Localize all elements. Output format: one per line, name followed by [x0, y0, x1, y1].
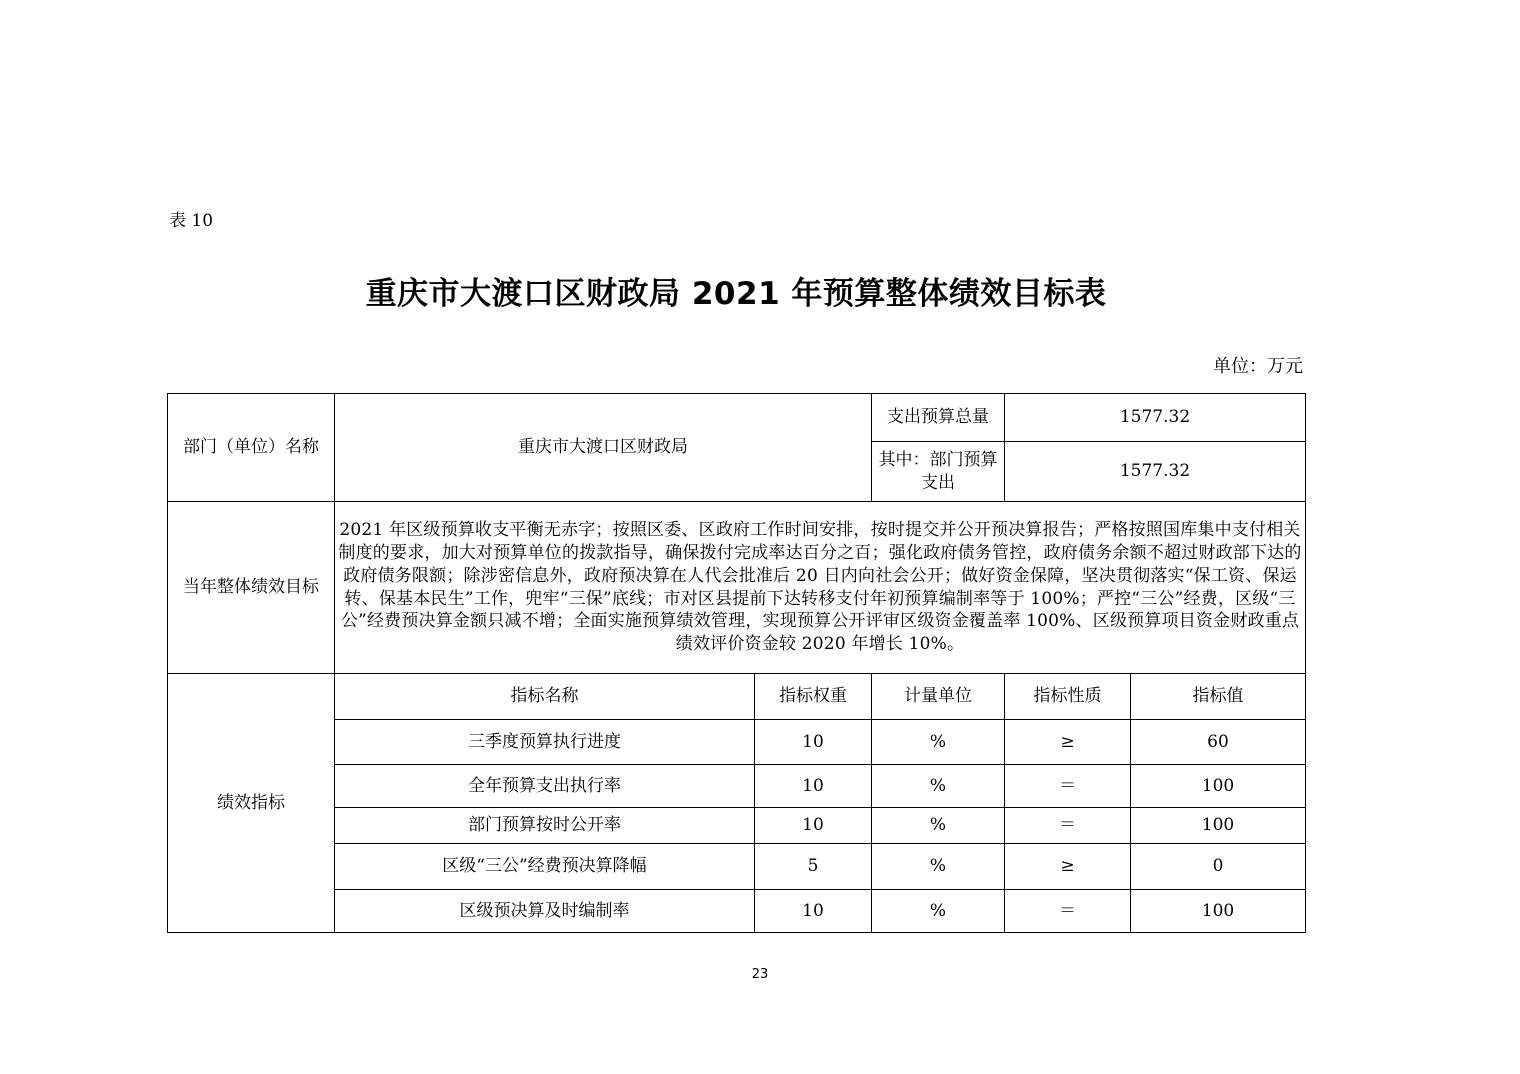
indicator-value: 0	[1131, 844, 1306, 890]
table-row	[168, 808, 1306, 844]
table-number: 表 10	[169, 211, 214, 231]
dept-name-label: 部门（单位）名称	[168, 394, 335, 502]
col-header-value: 指标值	[1131, 674, 1306, 720]
performance-goal-table	[167, 393, 1306, 933]
indicator-nature: ≥	[1005, 844, 1131, 890]
indicator-weight: 5	[755, 844, 872, 890]
budget-total-label: 支出预算总量	[872, 394, 1005, 442]
indicator-nature: ＝	[1005, 765, 1131, 808]
dept-budget-value: 1577.32	[1005, 442, 1306, 502]
indicator-value: 100	[1131, 765, 1306, 808]
indicator-unit: %	[872, 844, 1005, 890]
page-title: 重庆市大渡口区财政局 2021 年预算整体绩效目标表	[365, 276, 1107, 312]
indicator-weight: 10	[755, 808, 872, 844]
goal-label: 当年整体绩效目标	[168, 502, 335, 674]
indicator-name: 部门预算按时公开率	[335, 808, 755, 844]
table-row	[168, 890, 1306, 933]
col-header-unit: 计量单位	[872, 674, 1005, 720]
dept-budget-label: 其中：部门预算支出	[872, 442, 1005, 502]
indicator-weight: 10	[755, 765, 872, 808]
indicator-unit: %	[872, 720, 1005, 765]
indicator-name: 区级预决算及时编制率	[335, 890, 755, 933]
indicator-name: 区级“三公”经费预决算降幅	[335, 844, 755, 890]
indicator-value: 100	[1131, 808, 1306, 844]
indicator-weight: 10	[755, 720, 872, 765]
col-header-nature: 指标性质	[1005, 674, 1131, 720]
unit-label: 单位：万元	[1213, 356, 1303, 377]
col-header-name: 指标名称	[335, 674, 755, 720]
indicator-weight: 10	[755, 890, 872, 933]
indicator-value: 100	[1131, 890, 1306, 933]
goal-row	[168, 502, 1306, 674]
indicator-nature: ≥	[1005, 720, 1131, 765]
indicator-unit: %	[872, 890, 1005, 933]
goal-text: 2021 年区级预算收支平衡无赤字；按照区委、区政府工作时间安排，按时提交并公开预决算报告；严格按照国库集中支付相关制度的要求，加大对预算单位的拨款指导，确保拨付完成率达百分之百；强化政府债务管控，政府债务余额不超过财政部下达的政府债务限额；除涉密信息外，政府预决算在人代会批准后 20 日内向社会公开；做好资金保障，坚决贯彻落实“保工资、保运转、保基本民生”工作，兜牢“三保”底线；市对区县提前下达转移支付年初预算编制率等于 100%；严控“三公”经费，区级“三公”经费预决算金额只减不增；全面实施预算绩效管理，实现预算公开评审区级资金覆盖率 100%、区级预算项目资金财政重点绩效评价资金较 2020 年增长 10%。	[335, 502, 1306, 674]
dept-name-value: 重庆市大渡口区财政局	[335, 394, 872, 502]
indicator-header-row	[168, 674, 1306, 720]
indicator-name: 三季度预算执行进度	[335, 720, 755, 765]
page-number: 23	[751, 967, 769, 982]
indicator-nature: ＝	[1005, 890, 1131, 933]
indicator-unit: %	[872, 808, 1005, 844]
indicator-nature: ＝	[1005, 808, 1131, 844]
dept-row-total	[168, 394, 1306, 442]
indicator-value: 60	[1131, 720, 1306, 765]
col-header-weight: 指标权重	[755, 674, 872, 720]
indicator-unit: %	[872, 765, 1005, 808]
indicator-label: 绩效指标	[168, 674, 335, 933]
budget-total-value: 1577.32	[1005, 394, 1306, 442]
table-row	[168, 720, 1306, 765]
table-row	[168, 844, 1306, 890]
table-row	[168, 765, 1306, 808]
indicator-name: 全年预算支出执行率	[335, 765, 755, 808]
